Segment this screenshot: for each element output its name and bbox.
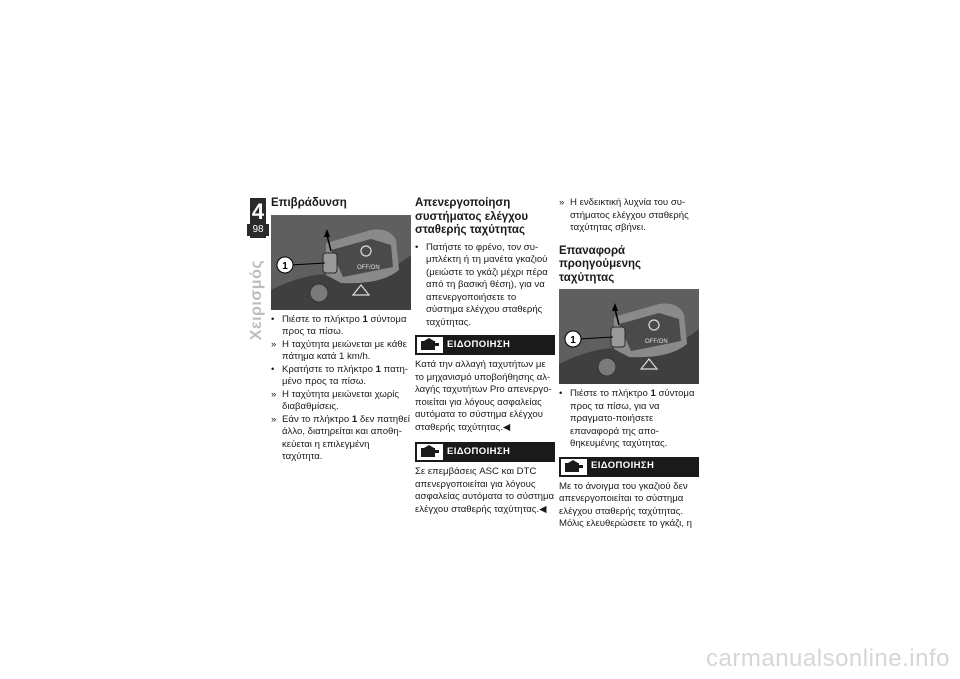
section-heading-deceleration: Επιβράδυνση xyxy=(271,197,347,209)
notice-text: Κατά την αλλαγή ταχυτήτων με το μηχανισμό υποβοήθησης αλ-λαγής ταχυτήτων Pro απενεργο-ποιείται για λόγους ασφαλείας αυτόματα το σύστημα ελέγχου σταθερής ταχύτητας.◀ xyxy=(415,359,552,433)
switch-label: OFF/ON xyxy=(357,264,380,271)
switch-label: OFF/ON xyxy=(645,339,668,345)
page-number: 98 xyxy=(247,224,269,236)
notice-text: Με το άνοιγμα του γκαζιού δεν απενεργοποιείται το σύστημα ελέγχου σταθερής ταχύτητας. Μόλις ελευθερώσετε το γκάζι, η xyxy=(559,480,692,529)
list-item: • Κρατήστε το πλήκτρο 1 πατη-μένο προς τα πίσω. xyxy=(271,363,408,387)
section-heading-deactivate: Απενεργοποίηση συστήματος ελέγχου σταθερής ταχύτητας xyxy=(415,197,529,236)
chapter-title: Χειρισμός xyxy=(248,259,265,341)
notice-icon xyxy=(417,444,443,460)
column-2 xyxy=(415,197,555,516)
handlebar-switch-figure xyxy=(271,215,411,310)
list-item: • Πιέστε το πλήκτρο 1 σύντομα προς τα πίσω, για να πραγματο-ποιήσετε επαναφορά της απο-θηκευμένης ταχύτητας. xyxy=(559,388,695,449)
list-item: » Η ταχύτητα μειώνεται με κάθε πάτημα κατά 1 km/h. xyxy=(271,338,407,362)
handlebar-switch-figure xyxy=(559,289,699,384)
list-item: » Η ταχύτητα μειώνεται χωρίς διαβαθμίσεις. xyxy=(271,388,400,412)
notice-text: Σε επεμβάσεις ASC και DTC απενεργοποιείται για λόγους ασφαλείας αυτόματα το σύστημα ελέγχου σταθερής ταχύτητας.◀ xyxy=(415,466,555,515)
column-3 xyxy=(559,197,699,531)
list-item: » Εάν το πλήκτρο 1 δεν πατηθεί άλλο, διατηρείται και αποθη-κεύεται η επιλεγμένη ταχύτητα. xyxy=(271,413,410,462)
notice-banner: ΕΙΔΟΠΟΙΗΣΗ xyxy=(559,457,699,477)
list-item: » Η ενδεικτική λυχνία του συ-στήματος ελέγχου σταθερής ταχύτητας σβήνει. xyxy=(559,197,689,233)
watermark: carmanualsonline.info xyxy=(706,645,950,672)
figure-callout-1: 1 xyxy=(570,335,576,346)
notice-icon xyxy=(417,337,443,353)
notice-icon xyxy=(561,459,587,475)
list-item: • Πατήστε το φρένο, τον συ-μπλέκτη ή τη μανέτα γκαζιού (μειώστε το γκάζι μέχρι πέρα από τη βασική θέση), για να απενεργοποιήσετε το σύστημα ελέγχου σταθερής ταχύτητας. xyxy=(415,241,548,328)
chapter-number: 4 xyxy=(250,198,266,238)
notice-banner: ΕΙΔΟΠΟΙΗΣΗ xyxy=(415,442,555,462)
notice-banner: ΕΙΔΟΠΟΙΗΣΗ xyxy=(415,335,555,355)
list-item: • Πιέστε το πλήκτρο 1 σύντομα προς τα πίσω. xyxy=(271,313,407,337)
section-heading-resume: Επαναφορά προηγούμενης ταχύτητας xyxy=(559,244,641,284)
column-1 xyxy=(271,197,411,464)
figure-callout-1: 1 xyxy=(282,260,288,272)
switch-illustration xyxy=(271,215,411,310)
switch-illustration xyxy=(559,289,699,384)
